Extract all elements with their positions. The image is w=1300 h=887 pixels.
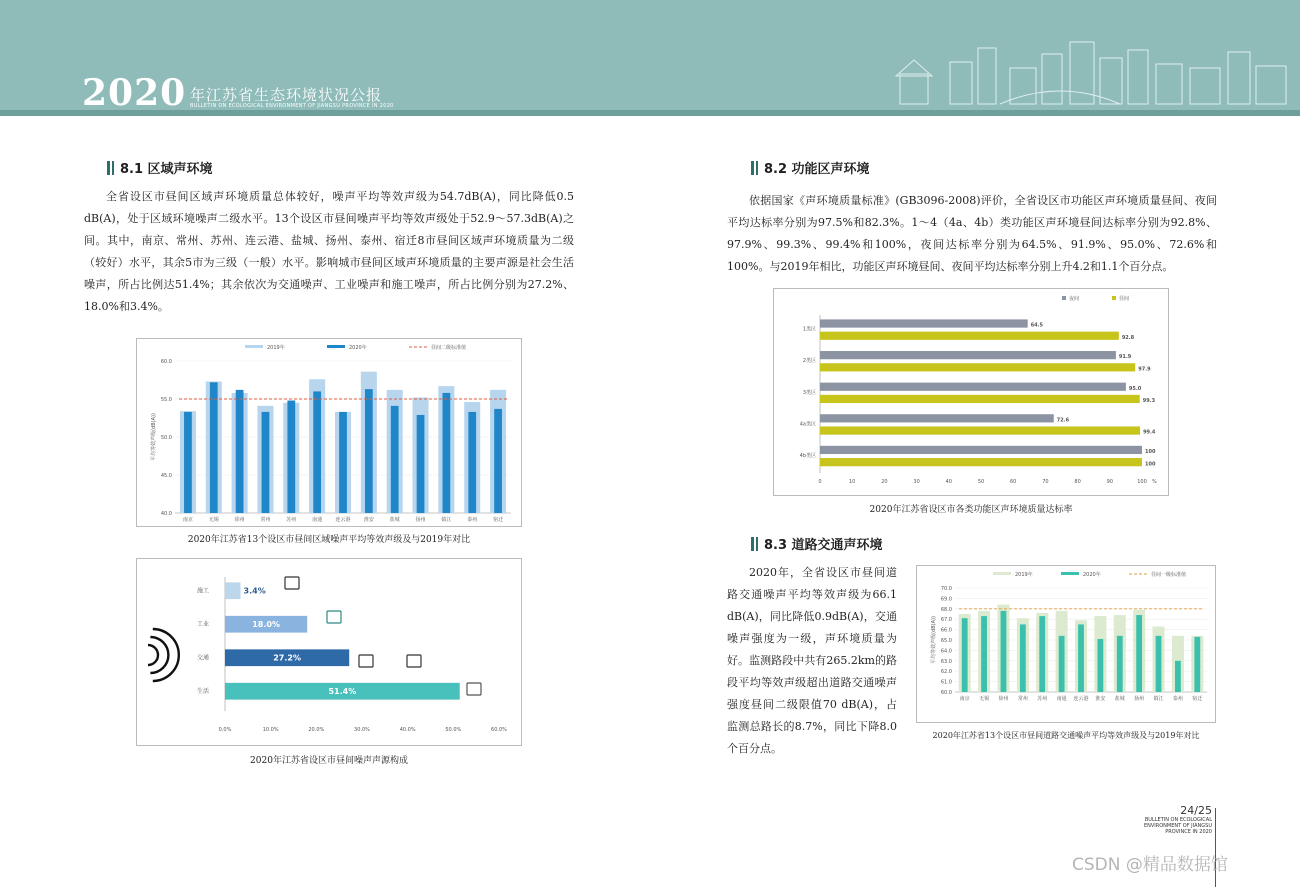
bar-2020 [1156, 636, 1162, 692]
legend-label: 2019年 [1015, 572, 1033, 578]
watermark: CSDN @精品数据馆 [1072, 855, 1228, 875]
factory-icon [327, 611, 341, 623]
y-tick-label: 70.0 [940, 586, 952, 592]
x-tick-label: 扬州 [1134, 696, 1145, 702]
section-title-text: 8.3 道路交通声环境 [764, 538, 883, 553]
bar-2020 [1020, 624, 1026, 692]
value-label: 51.4% [328, 687, 357, 697]
legend-label: 昼间一级标准值 [1151, 572, 1187, 578]
x-tick-label: 90 [1106, 479, 1113, 485]
x-tick-label: 常州 [1017, 696, 1028, 702]
value-label-night: 72.6 [1056, 417, 1070, 424]
legend-swatch [327, 345, 345, 348]
chart-regional-caption: 2020年江苏省13个设区市昼间区域噪声平均等效声级及与2019年对比 [187, 535, 471, 545]
x-tick-label: 20 [881, 479, 888, 485]
value-label: 27.2% [273, 653, 301, 663]
x-tick-label: 宿迁 [1192, 696, 1203, 702]
bar-2020 [962, 618, 968, 692]
chart-noise-source [137, 559, 521, 745]
x-tick-label: 20.0% [308, 727, 325, 733]
legend-swatch [1062, 296, 1066, 300]
value-label-day: 97.9 [1138, 366, 1151, 373]
x-tick-label: 淮安 [363, 517, 374, 523]
x-tick-label: 泰州 [467, 517, 478, 523]
x-tick-label: 100 [1137, 479, 1147, 485]
value-label: 18.0% [252, 620, 280, 630]
x-tick-label: 泰州 [1172, 696, 1183, 702]
chart-traffic-frame [916, 565, 1216, 723]
page-footer [1130, 804, 1212, 835]
bar-2020 [287, 401, 295, 513]
y-tick-label: 67.0 [940, 617, 952, 624]
x-tick-label: 镇江 [441, 517, 452, 523]
section-title-traffic [751, 534, 883, 553]
bar-2020 [1175, 661, 1181, 692]
bar-day [820, 458, 1142, 466]
bar-2020 [443, 393, 451, 513]
bar-2020 [1039, 616, 1045, 692]
y-tick-label: 66.0 [940, 627, 952, 634]
bar-day [820, 395, 1140, 403]
x-unit-label: % [1152, 479, 1157, 485]
bar-2020 [262, 412, 270, 513]
category-label: 2类区 [802, 358, 816, 365]
bar-2020 [1117, 636, 1123, 692]
footer-subtitle-line1: BULLETIN ON ECOLOGICAL [1144, 817, 1212, 823]
chart-source-frame [136, 558, 522, 746]
city-skyline-illustration [860, 38, 1300, 110]
x-tick-label: 镇江 [1153, 696, 1164, 702]
bar-2020 [1097, 639, 1103, 692]
chart-functional-area [774, 289, 1168, 495]
y-tick-label: 50.0 [160, 435, 172, 441]
chart-traffic-caption: 2020年江苏省13个设区市昼间道路交通噪声平均等效声级及与2019年对比 [932, 731, 1200, 740]
chart-functional-caption: 2020年江苏省设区市各类功能区声环境质量达标率 [869, 505, 1073, 515]
car-icon [359, 655, 373, 667]
page-number: 24/25 [1180, 804, 1212, 817]
section-marker [756, 161, 758, 175]
x-tick-label: 南京 [959, 696, 970, 702]
legend-swatch [245, 345, 263, 348]
sound-wave-icon [150, 637, 168, 673]
x-tick-label: 连云港 [335, 517, 351, 523]
footer-rule [1215, 808, 1216, 887]
bar-2020 [391, 406, 399, 513]
x-tick-label: 50 [977, 479, 985, 485]
legend-label: 昼间 [1119, 296, 1130, 302]
section-marker [112, 161, 114, 175]
value-label-day: 99.3 [1142, 398, 1156, 405]
legend-label: 昼间二级标准值 [431, 345, 467, 351]
x-tick-label: 30 [913, 479, 920, 485]
category-label: 3类区 [802, 389, 816, 396]
y-axis-label: 平均等效声级(dB(A)) [151, 413, 157, 461]
bar-2020 [494, 409, 502, 513]
bar-2020 [417, 415, 425, 513]
value-label-night: 100 [1145, 449, 1156, 456]
value-label-day: 92.8 [1121, 334, 1135, 341]
y-tick-label: 60.0 [160, 359, 172, 365]
x-tick-label: 0.0% [218, 727, 232, 733]
x-tick-label: 扬州 [415, 517, 426, 523]
bar-2020 [1136, 615, 1142, 692]
section-title-text: 8.1 区域声环境 [120, 162, 213, 177]
x-tick-label: 30.0% [354, 727, 370, 733]
category-label: 工业 [196, 621, 209, 629]
chart-regional-frame [136, 338, 522, 527]
bar-day [820, 332, 1119, 340]
y-tick-label: 65.0 [940, 638, 952, 644]
category-label: 施工 [196, 587, 209, 595]
x-tick-label: 苏州 [1037, 696, 1048, 702]
x-tick-label: 10.0% [262, 727, 279, 733]
x-tick-label: 常州 [260, 517, 271, 523]
bar-2020 [313, 391, 321, 513]
x-tick-label: 0 [818, 479, 822, 485]
chart-functional-frame [773, 288, 1169, 496]
sound-wave-icon [153, 629, 179, 681]
x-tick-label: 宿迁 [493, 517, 504, 523]
legend-swatch [993, 572, 1011, 575]
bar-2020 [1001, 611, 1007, 692]
bar-night [820, 383, 1126, 391]
bar-2020 [468, 412, 476, 513]
legend-swatch [1061, 572, 1079, 575]
section-title-functional [751, 158, 870, 177]
x-tick-label: 无锡 [979, 696, 990, 702]
x-tick-label: 南通 [312, 517, 323, 523]
x-tick-label: 徐州 [998, 696, 1009, 702]
value-label-day: 99.4 [1143, 429, 1156, 436]
x-tick-label: 40.0% [399, 727, 416, 733]
section-marker [751, 537, 754, 551]
value-label: 3.4% [243, 586, 266, 596]
x-tick-label: 苏州 [286, 517, 297, 523]
x-tick-label: 盐城 [1114, 696, 1125, 702]
section-marker [751, 161, 754, 175]
x-tick-label: 南京 [182, 517, 193, 523]
x-tick-label: 40 [945, 479, 952, 485]
section-paragraph-traffic: 2020年，全省设区市昼间道路交通噪声平均等效声级为66.1 dB(A)，同比降低0.9dB(A)，交通噪声强度为一级，声环境质量为好。监测路段中共有265.2km的路段平均等效声级超出道路交通噪声强度昼间二级限值70 dB(A)，占监测总路长的8.7%，同比下降8.0个百分点。 [727, 566, 897, 755]
x-tick-label: 连云港 [1073, 696, 1089, 702]
x-tick-label: 盐城 [389, 517, 400, 523]
bar-2020 [339, 412, 347, 513]
x-tick-label: 南通 [1056, 696, 1067, 702]
brand-subtitle: BULLETIN ON ECOLOGICAL ENVIRONMENT OF JIANGSU PROVINCE IN 2020 [190, 103, 394, 109]
x-tick-label: 60.0% [491, 727, 507, 733]
chart-regional-noise [137, 339, 521, 526]
x-tick-label: 徐州 [234, 517, 245, 523]
y-tick-label: 40.0 [160, 511, 172, 517]
legend-label: 2020年 [349, 345, 367, 351]
x-tick-label: 70 [1042, 479, 1049, 485]
value-label-day: 100 [1145, 461, 1156, 468]
bar-night [820, 414, 1054, 422]
train-icon [407, 655, 421, 667]
bar-night [820, 351, 1116, 359]
y-tick-label: 63.0 [940, 658, 952, 665]
header-rule [0, 110, 1300, 116]
y-tick-label: 60.0 [940, 690, 952, 696]
value-label-night: 91.9 [1118, 354, 1132, 361]
bar-2020 [981, 616, 987, 692]
bar-night [820, 319, 1028, 327]
category-label: 4a类区 [799, 421, 816, 428]
y-tick-label: 61.0 [940, 679, 952, 686]
x-tick-label: 无锡 [208, 517, 219, 523]
bar-night [820, 446, 1142, 454]
section-title-text: 8.2 功能区声环境 [764, 162, 870, 177]
brand-title: 年江苏省生态环境状况公报 [190, 86, 383, 104]
category-label: 生活 [196, 688, 209, 696]
bar-day [820, 363, 1135, 371]
brand-year: 2020 [82, 72, 187, 114]
x-tick-label: 80 [1074, 479, 1081, 485]
bar-day [820, 426, 1140, 434]
y-tick-label: 68.0 [940, 606, 952, 613]
chart-traffic-noise [917, 566, 1215, 722]
category-label: 1类区 [802, 326, 816, 333]
legend-swatch [1112, 296, 1116, 300]
y-tick-label: 62.0 [940, 669, 952, 676]
y-tick-label: 69.0 [940, 596, 952, 603]
bar-2020 [365, 389, 373, 513]
legend-label: 2019年 [267, 345, 285, 351]
legend-label: 2020年 [1083, 572, 1101, 578]
sound-wave-icon [148, 645, 158, 665]
bar-2020 [236, 390, 244, 513]
section-marker [107, 161, 110, 175]
bar-2020 [1078, 624, 1084, 692]
bar-2020 [184, 412, 192, 513]
y-tick-label: 64.0 [940, 648, 952, 655]
section-paragraph-regional: 全省设区市昼间区域声环境质量总体较好，噪声平均等效声级为54.7dB(A)，同比降低0.5 dB(A)，处于区域环境噪声二级水平。13个设区市昼间噪声平均等效声级处于52.9～57.3dB(A)之间。其中，南京、常州、苏州、连云港、盐城、扬州、泰州、宿迁8市昼间区域声环境质量为二级（较好）水平，其余5市为三级（一般）水平。影响城市昼间区域声环境质量的主要声源是社会生活噪声，所占比例达51.4%；其余依次为交通噪声、工业噪声和施工噪声，所占比例分别为27.2%、18.0%和3.4%。 [84, 190, 574, 313]
source-bar [225, 582, 241, 599]
bar-2020 [1059, 636, 1065, 692]
x-tick-label: 50.0% [445, 727, 462, 733]
y-tick-label: 55.0 [160, 397, 172, 403]
crane-icon [285, 577, 299, 589]
y-axis-label: 平均等效声级(dB(A)) [931, 616, 937, 664]
bar-2020 [210, 382, 218, 513]
x-tick-label: 10 [849, 479, 856, 485]
legend-label: 夜间 [1069, 296, 1080, 302]
section-title-regional [107, 158, 213, 177]
category-label: 交通 [196, 654, 209, 662]
footer-subtitle-line2: ENVIRONMENT OF JIANGSU PROVINCE IN 2020 [1143, 823, 1212, 835]
x-tick-label: 60 [1010, 479, 1017, 485]
value-label-night: 95.0 [1128, 385, 1142, 392]
section-paragraph-functional: 依据国家《声环境质量标准》(GB3096-2008)评价，全省设区市功能区声环境质量昼间、夜间平均达标率分别为97.5%和82.3%。1～4（4a、4b）类功能区声环境昼间达标率分别为92.8%、97.9%、99.3%、99.4%和100%，夜间达标率分别为64.5%、91.9%、95.0%、72.6%和100%。与2019年相比，功能区声环境昼间、夜间平均达标率分别上升4.2和1.1个百分点。 [727, 194, 1217, 273]
chart-source-caption: 2020年江苏省设区市昼间噪声声源构成 [250, 756, 408, 766]
x-tick-label: 淮安 [1095, 696, 1106, 702]
y-tick-label: 45.0 [160, 473, 172, 479]
value-label-night: 64.5 [1030, 322, 1044, 329]
section-marker [756, 537, 758, 551]
building-icon [467, 683, 481, 695]
category-label: 4b类区 [799, 453, 816, 460]
bar-2020 [1194, 637, 1200, 692]
